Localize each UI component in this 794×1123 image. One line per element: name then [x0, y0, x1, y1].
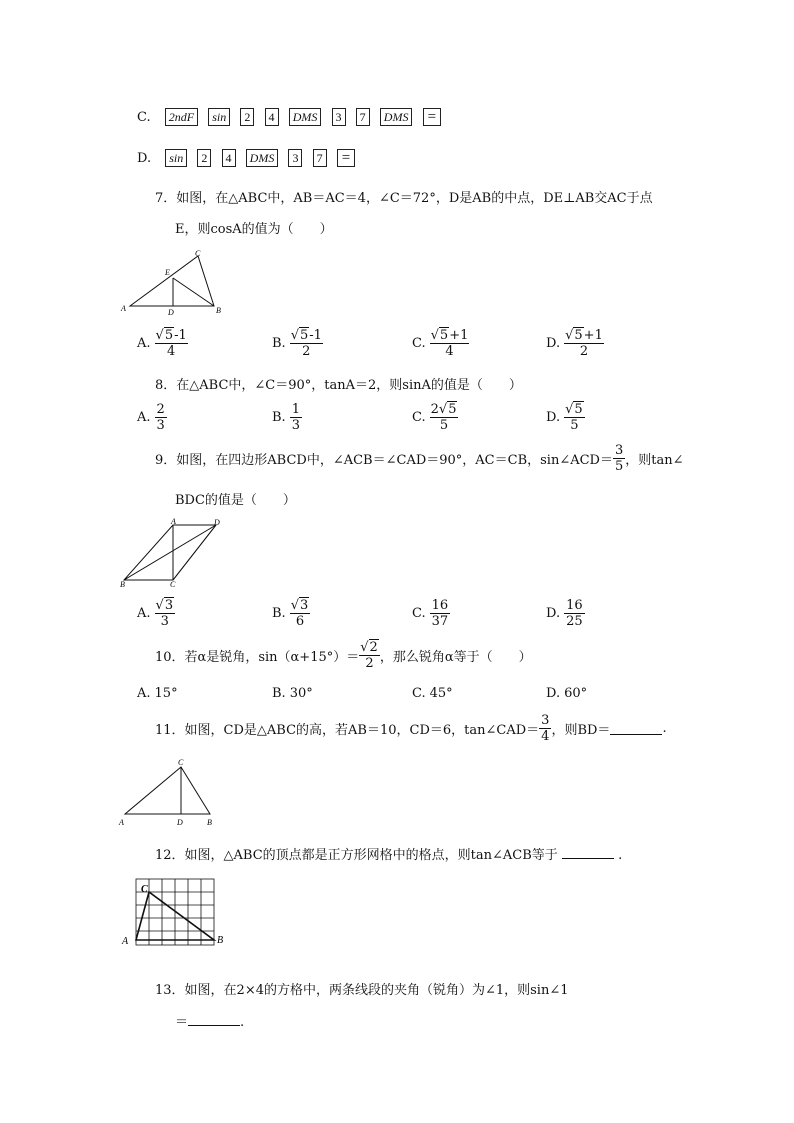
q12-text-line1: 12．如图，△ABC的顶点都是正方形网格中的格点，则tan∠ACB等于 .: [155, 848, 623, 863]
q9-option-b: [272, 598, 310, 629]
key-3: 3: [332, 108, 346, 126]
option-label: C.: [412, 606, 426, 621]
answer-blank[interactable]: [188, 1013, 240, 1026]
q9-option-c: [412, 598, 450, 629]
option-label: A.: [137, 606, 151, 621]
q10-option-d: D. 60°: [546, 686, 588, 701]
option-label: B.: [272, 410, 286, 425]
fig-label-a: A: [122, 936, 129, 947]
q7-option-c: [412, 328, 469, 359]
fig-label-c: C: [195, 249, 201, 258]
fraction: $\frac{√5-1}{2}$: [290, 328, 322, 359]
fig-label-e: E: [165, 268, 170, 277]
option-label: C.: [412, 336, 426, 351]
q9-option-d: [546, 598, 585, 629]
key-7: 7: [356, 108, 370, 126]
q13-text-line1: 13．如图，在2×4的方格中，两条线段的夹角（锐角）为∠1，则sin∠1: [155, 983, 569, 998]
key-equals: =: [337, 149, 355, 167]
key-7: 7: [313, 149, 327, 167]
fig-label-c: C: [178, 758, 184, 767]
fraction: $\frac{2√5}{5}$: [430, 402, 457, 433]
fraction: $\frac{√3}{3}$: [155, 598, 174, 629]
fraction: $\frac{1}{3}$: [291, 402, 300, 433]
option-label: D.: [546, 606, 561, 621]
key-3: 3: [288, 149, 302, 167]
key-2: 2: [197, 149, 211, 167]
fig-label-b: B: [217, 935, 224, 946]
q9-option-a: [137, 598, 175, 629]
option-label: D.: [546, 686, 561, 701]
fraction: $\frac{√2}{2}$: [360, 640, 378, 671]
key-dms: DMS: [289, 108, 322, 126]
fig-label-b: B: [216, 306, 221, 315]
fraction: $\frac{√5}{5}$: [565, 402, 583, 433]
option-label: B.: [272, 336, 286, 351]
fraction: $\frac{√5-1}{4}$: [155, 328, 187, 359]
key-equals: =: [423, 108, 441, 126]
fig-label-d: D: [214, 518, 220, 527]
q9-text-line1: 9．如图，在四边形ABCD中，∠ACB＝∠CAD＝90°，AC＝CB，sin∠ACD＝ $\frac{3}{5}$ ，则tan∠: [155, 443, 684, 474]
q9-text-line2: BDC的值是（ ）: [175, 493, 296, 508]
key-2ndf: 2ndF: [165, 108, 198, 126]
key-4: 4: [222, 149, 236, 167]
option-label: D.: [546, 336, 561, 351]
fig-label-b: B: [207, 818, 212, 827]
q10-text-line1: 10．若α是锐角，sin（α+15°）＝ $\frac{√2}{2}$ ，那么锐角α等于（ ）: [155, 640, 532, 671]
fraction: $\frac{3}{5}$: [614, 443, 624, 474]
option-label: D.: [546, 410, 561, 425]
q7-option-b: [272, 328, 323, 359]
fig-label-b: B: [120, 580, 125, 588]
q7-figure: [118, 248, 228, 316]
q8-option-b: [272, 402, 302, 433]
q7-option-d: [546, 328, 604, 359]
fraction: $\frac{√3}{6}$: [290, 598, 309, 629]
q11-text-line1: 11．如图，CD是△ABC的高，若AB＝10，CD＝6，tan∠CAD＝ $\frac{3}{4}$ ，则BD＝ .: [155, 713, 667, 744]
fraction: $\frac{√5+1}{4}$: [430, 328, 469, 359]
fig-label-a: A: [171, 517, 176, 526]
q13-text-line2: ＝ .: [175, 1015, 245, 1030]
fraction: $\frac{16}{37}$: [431, 598, 449, 629]
option-label: C.: [137, 109, 151, 125]
key-sin: sin: [208, 108, 230, 126]
answer-blank[interactable]: [562, 846, 614, 859]
key-2: 2: [240, 108, 254, 126]
q10-option-c: C. 45°: [412, 686, 453, 701]
key-dms: DMS: [380, 108, 413, 126]
q10-option-a: A. 15°: [137, 686, 178, 701]
q12-figure: [118, 874, 230, 950]
q8-text-line1: 8．在△ABC中，∠C＝90°，tanA＝2，则sinA的值是（ ）: [155, 378, 522, 393]
option-label: D.: [137, 150, 152, 166]
option-label: C.: [412, 410, 426, 425]
fig-label-c: C: [170, 580, 176, 588]
key-sin: sin: [165, 149, 187, 167]
option-label: B.: [272, 686, 286, 701]
fraction: $\frac{3}{4}$: [541, 713, 550, 744]
option-label: A.: [137, 410, 151, 425]
key-dms: DMS: [246, 149, 279, 167]
q7-option-a: [137, 328, 188, 359]
fraction: $\frac{2}{3}$: [156, 402, 165, 433]
option-label: A.: [137, 686, 151, 701]
option-label: B.: [272, 606, 286, 621]
fig-label-a: A: [121, 304, 126, 313]
fig-label-c: C: [141, 884, 148, 895]
fraction: $\frac{√5+1}{2}$: [565, 328, 603, 359]
fraction: $\frac{16}{25}$: [566, 598, 583, 629]
q8-option-d: [546, 402, 585, 433]
fig-label-a: A: [119, 818, 124, 827]
option-label: A.: [137, 336, 151, 351]
option-label: C.: [412, 686, 426, 701]
q6-option-d: [137, 149, 361, 167]
q7-text-line1: 7．如图，在△ABC中，AB＝AC＝4，∠C＝72°，D是AB的中点，DE⊥AB交AC于点: [155, 191, 653, 206]
q9-figure: [118, 516, 228, 588]
q10-option-b: B. 30°: [272, 686, 313, 701]
fig-label-d: D: [177, 818, 183, 827]
key-4: 4: [265, 108, 279, 126]
q11-figure: [116, 756, 220, 828]
q8-option-c: [412, 402, 458, 433]
q7-text-line2: E，则cosA的值为（ ）: [175, 222, 333, 237]
q8-option-a: [137, 402, 167, 433]
answer-blank[interactable]: [610, 722, 662, 735]
fig-label-d: D: [168, 308, 174, 316]
q6-option-c: [137, 108, 447, 126]
